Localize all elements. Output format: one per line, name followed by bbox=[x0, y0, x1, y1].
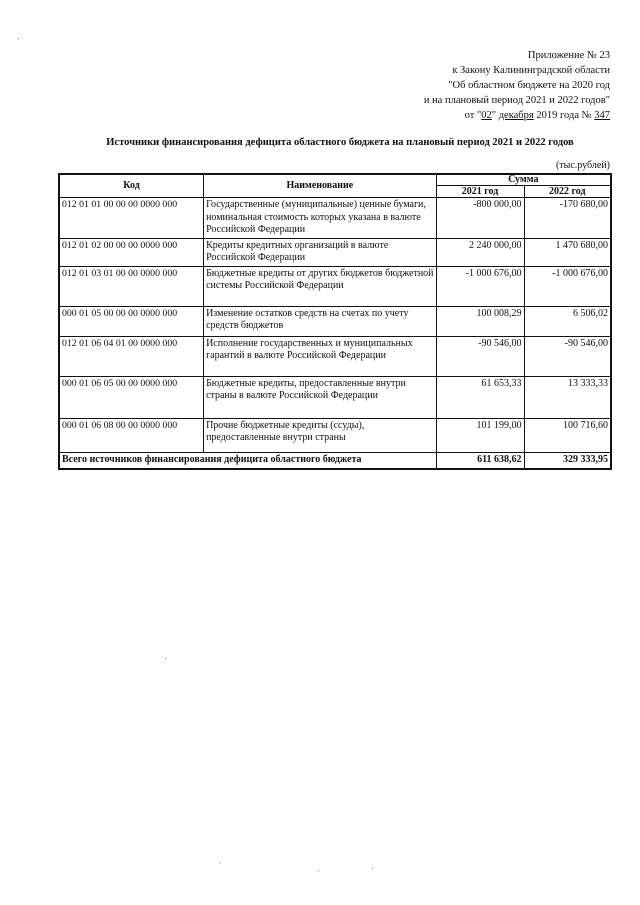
table-row bbox=[59, 418, 611, 452]
appendix-header bbox=[290, 48, 610, 123]
appendix-law-reference: к Закону Калининградской области bbox=[452, 65, 610, 76]
appendix-law-title-2: и на плановый период 2021 и 2022 годов" bbox=[423, 95, 610, 106]
row-2021: 101 199,00 bbox=[436, 418, 524, 452]
row-2021: 2 240 000,00 bbox=[436, 238, 524, 266]
row-name: Исполнение государственных и муниципальных гарантий в валюте Российской Федерации bbox=[204, 336, 437, 376]
table-row bbox=[59, 238, 611, 266]
total-2022: 329 333,95 bbox=[524, 452, 611, 469]
date-year: 2019 года № bbox=[533, 110, 595, 121]
scan-speck bbox=[318, 870, 319, 871]
row-2021: -800 000,00 bbox=[436, 198, 524, 239]
row-code: 012 01 02 00 00 00 0000 000 bbox=[59, 238, 204, 266]
units-label: (тыс.рублей) bbox=[555, 160, 610, 171]
row-2022: -170 680,00 bbox=[524, 198, 611, 239]
appendix-number: Приложение № 23 bbox=[527, 50, 610, 61]
header-2021: 2021 год bbox=[436, 186, 524, 198]
total-2021: 611 638,62 bbox=[436, 452, 524, 469]
row-2022: 13 333,33 bbox=[524, 376, 611, 418]
scan-speck bbox=[165, 658, 166, 659]
row-2022: 6 506,02 bbox=[524, 306, 611, 336]
date-prefix: от " bbox=[464, 110, 482, 121]
row-2022: 100 716,60 bbox=[524, 418, 611, 452]
row-code: 012 01 03 01 00 00 0000 000 bbox=[59, 266, 204, 306]
row-2021: 61 653,33 bbox=[436, 376, 524, 418]
row-code: 012 01 01 00 00 00 0000 000 bbox=[59, 198, 204, 239]
row-2022: 1 470 680,00 bbox=[524, 238, 611, 266]
appendix-law-date bbox=[290, 108, 610, 123]
total-label: Всего источников финансирования дефицита областного бюджета bbox=[59, 452, 436, 469]
row-2021: 100 008,29 bbox=[436, 306, 524, 336]
row-name: Кредиты кредитных организаций в валюте Российской Федерации bbox=[204, 238, 437, 266]
table-row bbox=[59, 376, 611, 418]
scan-speck bbox=[220, 862, 221, 863]
row-2022: -90 546,00 bbox=[524, 336, 611, 376]
document-title: Источники финансирования дефицита областного бюджета на плановый период 2021 и 2022 годов bbox=[106, 137, 574, 148]
header-sum: Сумма bbox=[436, 174, 611, 186]
row-code: 012 01 06 04 01 00 0000 000 bbox=[59, 336, 204, 376]
table-row bbox=[59, 336, 611, 376]
financing-sources-table bbox=[58, 173, 612, 470]
header-code: Код bbox=[59, 174, 204, 198]
row-name: Бюджетные кредиты от других бюджетов бюджетной системы Российской Федерации bbox=[204, 266, 437, 306]
row-code: 000 01 05 00 00 00 0000 000 bbox=[59, 306, 204, 336]
row-name: Изменение остатков средств на счетах по учету средств бюджетов bbox=[204, 306, 437, 336]
row-code: 000 01 06 05 00 00 0000 000 bbox=[59, 376, 204, 418]
date-month: декабря bbox=[498, 110, 534, 121]
row-2022: -1 000 676,00 bbox=[524, 266, 611, 306]
date-quote: " bbox=[491, 110, 499, 121]
row-2021: -90 546,00 bbox=[436, 336, 524, 376]
header-2022: 2022 год bbox=[524, 186, 611, 198]
table-row bbox=[59, 198, 611, 239]
row-2021: -1 000 676,00 bbox=[436, 266, 524, 306]
scan-speck bbox=[372, 868, 373, 869]
row-name: Государственные (муниципальные) ценные бумаги, номинальная стоимость которых указана в валюте Российской Федерации bbox=[204, 198, 437, 239]
header-name: Наименование bbox=[204, 174, 437, 198]
row-name: Прочие бюджетные кредиты (ссуды), предоставленные внутри страны bbox=[204, 418, 437, 452]
appendix-law-title-1: "Об областном бюджете на 2020 год bbox=[448, 80, 610, 91]
row-code: 000 01 06 08 00 00 0000 000 bbox=[59, 418, 204, 452]
date-day: 02 bbox=[481, 110, 492, 121]
total-row bbox=[59, 452, 611, 469]
table-row bbox=[59, 306, 611, 336]
law-number: 347 bbox=[594, 110, 610, 121]
table-row bbox=[59, 266, 611, 306]
scan-speck bbox=[18, 38, 19, 39]
row-name: Бюджетные кредиты, предоставленные внутри страны в валюте Российской Федерации bbox=[204, 376, 437, 418]
